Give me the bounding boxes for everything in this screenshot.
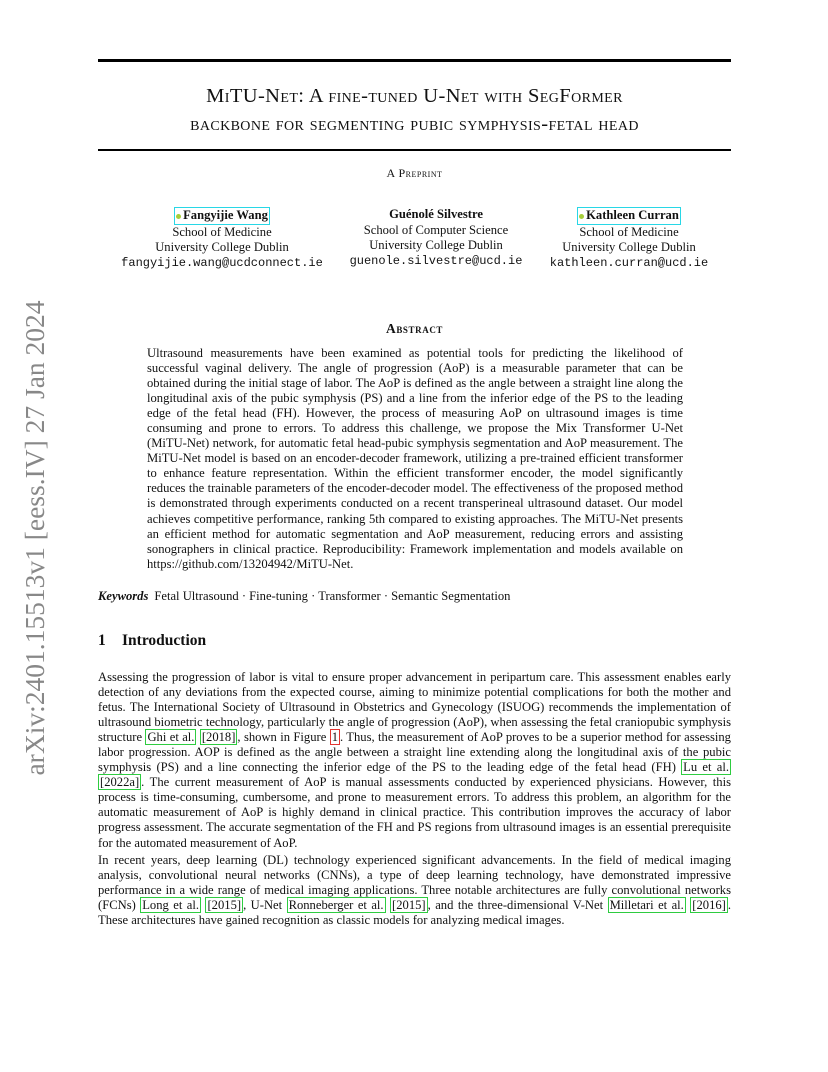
orcid-link-3[interactable]	[577, 207, 681, 225]
title-line-2: backbone for segmenting pubic symphysis-fetal head	[190, 113, 639, 135]
text-run: . Thus, the measurement of AoP proves to be a superior method for assessing labor progression. AOP is defined as the angle between a straight line extending along the longitudinal axis of the pubic symphysis (PS) and a line connecting the inferior edge of the PS to the leading edge of the fetal head (FH)	[98, 730, 731, 775]
author-name: Fangyijie Wang	[183, 208, 268, 222]
arxiv-sidebar-stamp: arXiv:2401.15513v1 [eess.IV] 27 Jan 2024	[19, 300, 50, 776]
title-top-rule	[98, 59, 731, 62]
citation-link[interactable]: Ghi et al.	[147, 730, 195, 745]
author-email: guenole.silvestre@ucd.ie	[349, 253, 523, 268]
keywords-label: Keywords	[98, 589, 149, 603]
text-run: , U-Net	[243, 898, 287, 913]
author-block-3	[519, 207, 739, 271]
title-bottom-rule	[98, 149, 731, 151]
author-dept: School of Medicine	[172, 224, 272, 239]
preprint-label: A Preprint	[386, 166, 443, 180]
citation-year-link[interactable]: [2015]	[207, 898, 242, 913]
author-block-1	[112, 207, 332, 271]
text-run: , and the three-dimensional V-Net	[427, 898, 608, 913]
citation-year-link[interactable]: [2022a]	[100, 775, 140, 790]
abstract-heading: Abstract	[385, 321, 444, 336]
text-run: . These architectures have gained recognition as classic models for analyzing medical images.	[98, 898, 732, 928]
citation-link[interactable]: Lu et al.	[683, 760, 729, 775]
section-title: Introduction	[122, 632, 207, 649]
figure-ref-link[interactable]: 1	[331, 730, 338, 745]
text-run: Assessing the progression of labor is vital to ensure proper advancement in peripartum care. This assessment enables early detection of any deviations from the expected course, aiming to minimize potential complications for both the mother and fetus. The International Society of Ultrasound in Obstetrics and Gynecology (ISUOG) recommends the implementation of ultrasound biometric technology, particularly the angle of progression (AoP), when assessing the fetal craniopubic symphysis structure	[98, 670, 731, 745]
orcid-link-1[interactable]	[174, 207, 270, 225]
author-email: kathleen.curran@ucd.ie	[549, 255, 709, 270]
intro-paragraph-2	[98, 853, 731, 928]
citation-year-link[interactable]: [2018]	[201, 730, 236, 745]
keywords-line	[98, 589, 731, 604]
citation-link[interactable]: Long et al.	[142, 898, 200, 913]
citation-link[interactable]: Milletari et al.	[609, 898, 684, 913]
author-institution: University College Dublin	[369, 238, 503, 252]
text-run: . The current measurement of AoP is manual assessments conducted by experienced physicians. However, this process is time-consuming, cumbersome, and prone to measurement errors. To address this problem, an algorithm for the automatic measurement of AoP is highly demand in clinical practice. This contribution improves the accuracy of labor progress assessment. The accurate segmentation of the FH and PS regions from ultrasound images is an essential prerequisite for the automated measurement of AoP.	[98, 775, 731, 850]
abstract-text: Ultrasound measurements have been examined as potential tools for predicting the likelihood of successful vaginal delivery. The angle of progression (AoP) is a measurable parameter that can be obtained during the initial stage of labor. The AoP is defined as the angle between a straight line along the longitudinal axis of the pubic symphysis (PS) and a line from the inferior edge of the PS to the leading edge of the fetal head (FH). However, the process of measuring AoP on ultrasound images is time consuming and prone to errors. To address this challenge, we propose the Mix Transformer U-Net (MiTU-Net) network, for automatic fetal head-pubic symphysis segmentation and AoP measurement. The MiTU-Net model is based on an encoder-decoder framework, utilizing a pre-trained efficient transformer to enhance feature representation. Within the efficient transformer encoder, the model significantly reduces the trainable parameters of the encoder-decoder model. The effectiveness of the proposed method is demonstrated through experiments conducted on a recent transperineal ultrasound dataset. Our model achieves competitive performance, ranking 5th compared to existing approaches. The MiTU-Net presents an efficient method for automatic segmentation and AoP measurement, reducing errors and assisting sonographers in clinical practice. Reproducibility: Framework implementation and models available on https://github.com/13204942/MiTU-Net.	[147, 346, 683, 571]
citation-year-link[interactable]: [2016]	[692, 898, 726, 913]
text-run: , shown in Figure	[237, 730, 330, 745]
author-name: Kathleen Curran	[586, 208, 679, 222]
author-institution: University College Dublin	[155, 240, 289, 254]
section-number: 1	[98, 632, 106, 649]
section-heading-introduction	[98, 632, 206, 650]
intro-paragraph-1	[98, 670, 731, 851]
author-institution: University College Dublin	[562, 240, 696, 254]
citation-year-link[interactable]: [2015]	[392, 898, 426, 913]
paper-title	[98, 82, 731, 138]
author-dept: School of Medicine	[579, 224, 679, 239]
author-email: fangyijie.wang@ucdconnect.ie	[121, 255, 323, 270]
orcid-icon	[579, 214, 584, 219]
author-dept: School of Computer Science	[363, 222, 509, 237]
author-name: Guénolé Silvestre	[389, 207, 483, 221]
keywords-text: Fetal Ultrasound · Fine-tuning · Transformer · Semantic Segmentation	[154, 589, 511, 603]
author-block-2	[326, 207, 546, 269]
citation-link[interactable]: Ronneberger et al.	[288, 898, 384, 913]
orcid-icon	[176, 214, 181, 219]
text-run: In recent years, deep learning (DL) technology experienced significant advancements. In the field of medical imaging analysis, convolutional neural networks (CNNs), a type of deep learning technology, have demonstrated impressive performance in a wide range of medical imaging applications. Three notable architectures are fully convolutional networks (FCNs)	[98, 853, 731, 913]
title-line-1: MiTU-Net: A fine-tuned U-Net with SegFormer	[206, 85, 623, 107]
